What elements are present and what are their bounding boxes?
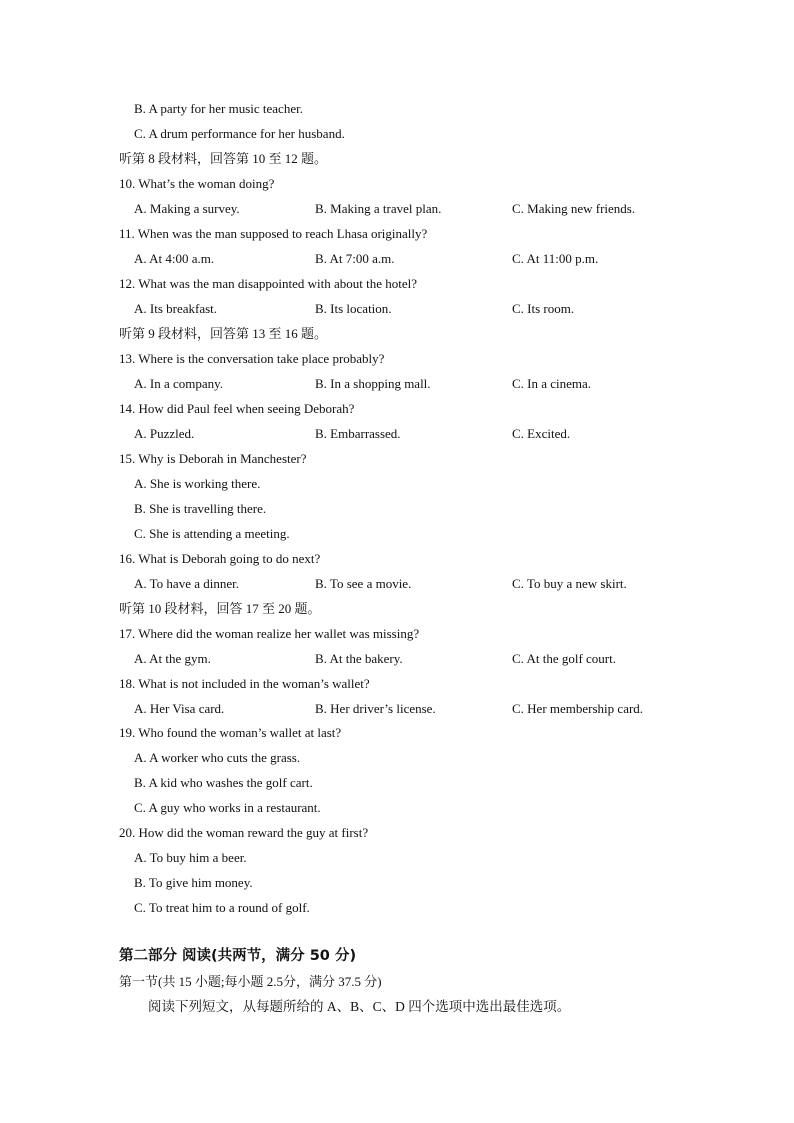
q20-question: 20. How did the woman reward the guy at first? [119, 825, 369, 840]
section-9-header: 听第 9 段材料，回答第 13 至 16 题。 [119, 326, 328, 341]
q12-question: 12. What was the man disappointed with about the hotel? [119, 276, 417, 291]
q9-option-b: B. A party for her music teacher. [134, 101, 303, 116]
q13-question: 13. Where is the conversation take place probably? [119, 351, 385, 366]
q11-option-a: A. At 4:00 a.m. [134, 251, 215, 266]
q11-question: 11. When was the man supposed to reach Lhasa originally? [119, 226, 428, 241]
q20-option-c: C. To treat him to a round of golf. [134, 900, 310, 915]
q14-question: 14. How did Paul feel when seeing Deborah? [119, 401, 355, 416]
part-2-title: 第二部分 阅读(共两节，满分 50 分) [119, 948, 357, 964]
q17-option-c: C. At the golf court. [512, 651, 616, 666]
q13-option-b: B. In a shopping mall. [315, 376, 431, 391]
q18-option-c: C. Her membership card. [512, 701, 644, 716]
q12-option-c: C. Its room. [512, 301, 575, 316]
q18-question: 18. What is not included in the woman’s wallet? [119, 676, 370, 691]
q13-option-c: C. In a cinema. [512, 376, 592, 391]
q11-option-b: B. At 7:00 a.m. [315, 251, 395, 266]
q12-option-a: A. Its breakfast. [134, 301, 218, 316]
q16-option-b: B. To see a movie. [315, 576, 412, 591]
q19-option-a: A. A worker who cuts the grass. [134, 750, 301, 765]
q11-option-c: C. At 11:00 p.m. [512, 251, 599, 266]
q19-option-b: B. A kid who washes the golf cart. [134, 775, 313, 790]
q9-option-c: C. A drum performance for her husband. [134, 126, 345, 141]
q17-question: 17. Where did the woman realize her wallet was missing? [119, 626, 420, 641]
section-8-header: 听第 8 段材料，回答第 10 至 12 题。 [119, 151, 328, 166]
q15-option-a: A. She is working there. [134, 476, 261, 491]
part-2-subsection: 第一节(共 15 小题;每小题 2.5分，满分 37.5 分) [119, 974, 382, 989]
q17-option-b: B. At the bakery. [315, 651, 403, 666]
section-10-header: 听第 10 段材料，回答 17 至 20 题。 [119, 601, 321, 616]
q13-option-a: A. In a company. [134, 376, 224, 391]
q19-option-c: C. A guy who works in a restaurant. [134, 800, 321, 815]
q10-option-a: A. Making a survey. [134, 201, 240, 216]
q10-option-c: C. Making new friends. [512, 201, 636, 216]
q10-option-b: B. Making a travel plan. [315, 201, 442, 216]
q16-option-a: A. To have a dinner. [134, 576, 239, 591]
q20-option-b: B. To give him money. [134, 875, 253, 890]
q20-option-a: A. To buy him a beer. [134, 850, 247, 865]
q15-option-c: C. She is attending a meeting. [134, 526, 290, 541]
q10-question: 10. What’s the woman doing? [119, 176, 275, 191]
q16-question: 16. What is Deborah going to do next? [119, 551, 321, 566]
q18-option-b: B. Her driver’s license. [315, 701, 436, 716]
q19-question: 19. Who found the woman’s wallet at last? [119, 725, 342, 740]
q16-option-c: C. To buy a new skirt. [512, 576, 627, 591]
q12-option-b: B. Its location. [315, 301, 392, 316]
q15-option-b: B. She is travelling there. [134, 501, 267, 516]
q14-option-a: A. Puzzled. [134, 426, 195, 441]
q17-option-a: A. At the gym. [134, 651, 211, 666]
q14-option-b: B. Embarrassed. [315, 426, 401, 441]
q18-option-a: A. Her Visa card. [134, 701, 225, 716]
part-2-instruction: 阅读下列短文，从每题所给的 A、B、C、D 四个选项中选出最佳选项。 [148, 999, 571, 1014]
q14-option-c: C. Excited. [512, 426, 571, 441]
q15-question: 15. Why is Deborah in Manchester? [119, 451, 307, 466]
